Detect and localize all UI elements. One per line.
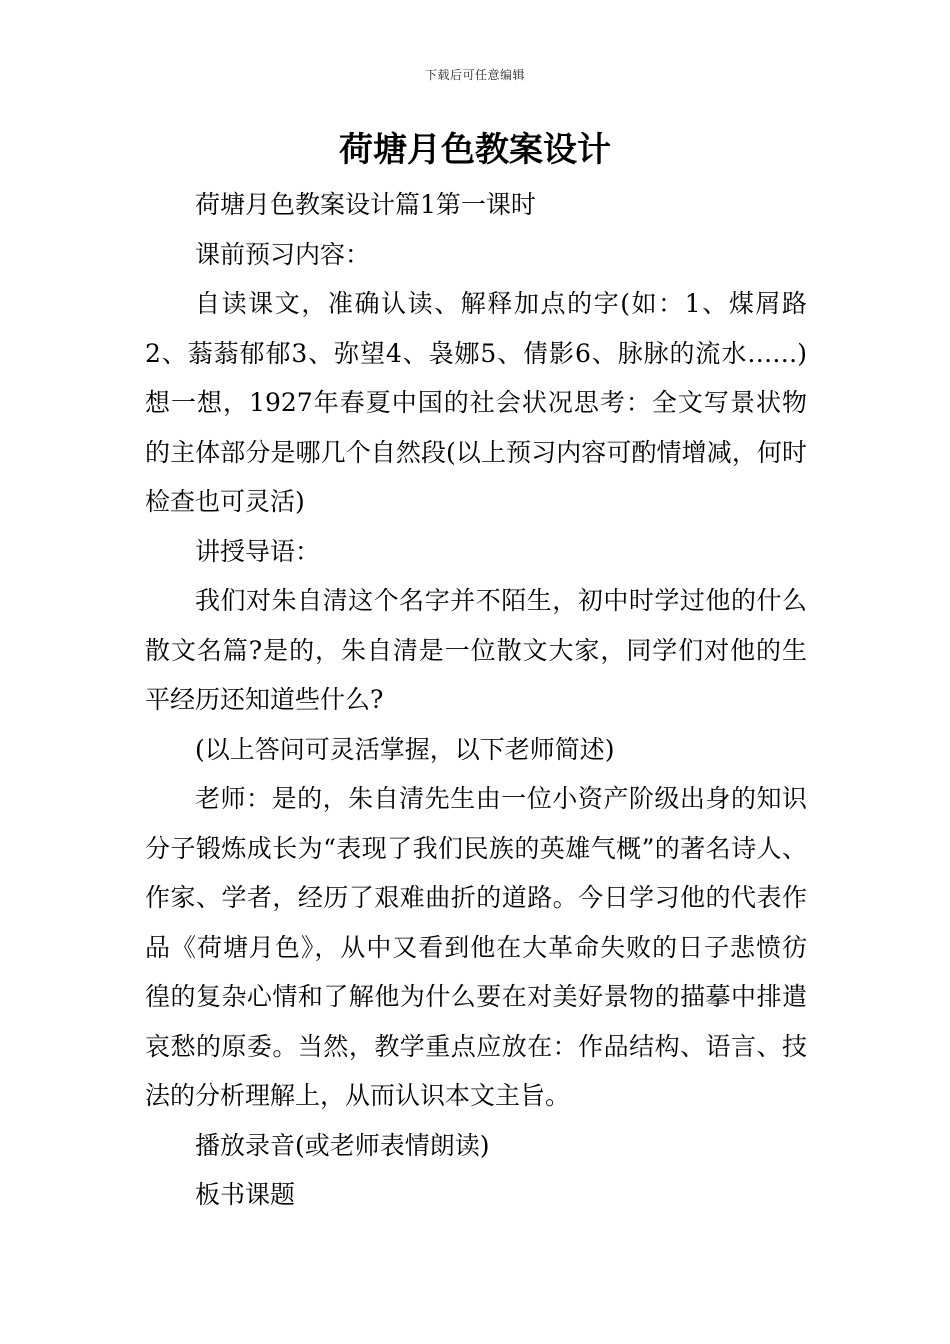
- document-body: [145, 180, 807, 1220]
- paragraph-blackboard: 板书课题: [195, 1180, 296, 1209]
- header-note: 下载后可任意编辑: [424, 68, 525, 82]
- paragraph-recording: 播放录音(或老师表情朗读): [195, 1130, 490, 1160]
- paragraph-intro-content: 我们对朱自清这个名字并不陌生，初中时学过他的什么散文名篇?是的，朱自清是一位散文大家，同学们对他的生平经历还知道些什么?: [145, 586, 807, 714]
- paragraph-teacher: 老师：是的，朱自清先生由一位小资产阶级出身的知识分子锻炼成长为“表现了我们民族的英雄气概”的著名诗人、作家、学者，经历了艰难曲折的道路。今日学习他的代表作品《荷塘月色》，从中又看到他在大革命失败的日子悲愤彷徨的复杂心情和了解他为什么要在对美好景物的描摹中排遣哀愁的原委。当然，教学重点应放在：作品结构、语言、技法的分析理解上，从而认识本文主旨。: [145, 784, 807, 1110]
- paragraph-intro-heading: 讲授导语：: [195, 536, 321, 566]
- paragraph-preview-heading: 课前预习内容：: [195, 239, 371, 269]
- paragraph-note: (以上答问可灵活掌握，以下老师简述): [195, 734, 615, 764]
- paragraph-lesson-heading: 荷塘月色教案设计篇1第一课时: [195, 190, 536, 219]
- paragraph-preview-content: 自读课文，准确认读、解释加点的字(如：1、煤屑路2、蓊蓊郁郁3、弥望4、袅娜5、倩影6、脉脉的流水……)想一想，1927年春夏中国的社会状况思考：全文写景状物的主体部分是哪几个自然段(以上预习内容可酌情增减，何时检查也可灵活): [145, 289, 807, 516]
- document-title: 荷塘月色教案设计: [339, 130, 611, 170]
